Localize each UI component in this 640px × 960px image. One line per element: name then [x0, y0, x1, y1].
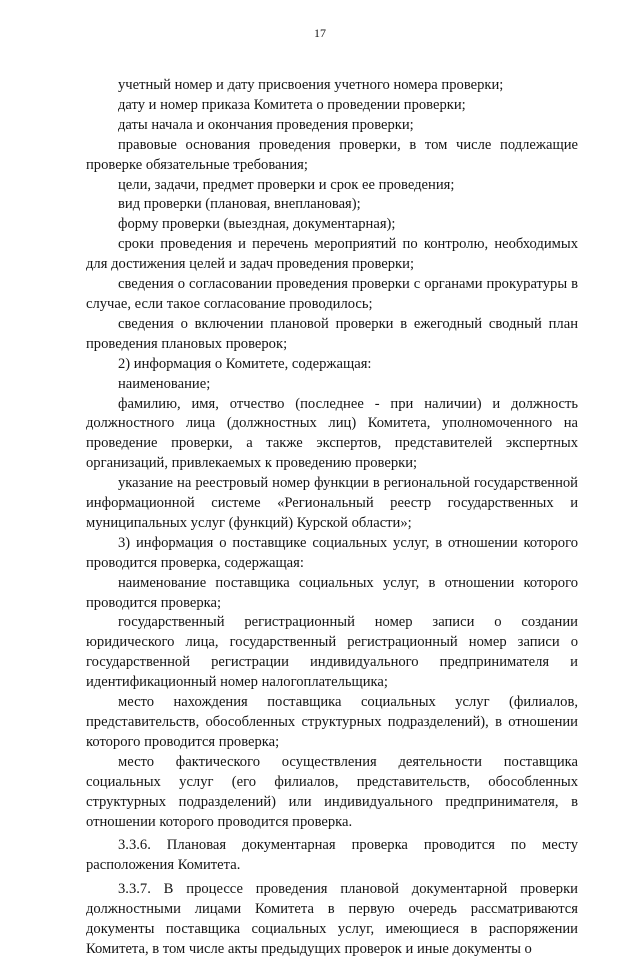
paragraph: учетный номер и дату присвоения учетного номера проверки;: [118, 77, 504, 93]
paragraph: сведения о включении плановой проверки в ежегодный сводный план проведения плановых проверок;: [86, 315, 578, 352]
paragraph: 3.3.7. В процессе проведения плановой документарной проверки должностными лицами Комитета в первую очередь рассматриваются документы поставщика социальных услуг, имеющиеся в распоряжении Комитета, в том числе акты предыдущих проверок и иные документы о: [86, 881, 578, 957]
paragraph: место нахождения поставщика социальных услуг (филиалов, представительств, обособленных структурных подразделений), в отношении которого проводится проверка;: [86, 694, 578, 750]
paragraph: вид проверки (плановая, внеплановая);: [118, 196, 361, 213]
page-number: 17: [314, 26, 326, 40]
paragraph: место фактического осуществления деятельности поставщика социальных услуг (его филиалов, представительств, обособленных структурных подразделений) или индивидуального предпринимателя, в отношении которого проводится проверка.: [86, 753, 578, 830]
paragraph: форму проверки (выездная, документарная);: [118, 216, 396, 233]
paragraph: цели, задачи, предмет проверки и срок ее проведения;: [118, 176, 455, 193]
paragraph: наименование поставщика социальных услуг, в отношении которого проводится проверка;: [86, 574, 578, 611]
paragraph: указание на реестровый номер функции в региональной государственной информационной системе «Региональный реестр государственных и муниципальных услуг (функций) Курской области»;: [86, 475, 578, 531]
paragraph: 2) информация о Комитете, содержащая:: [118, 355, 372, 372]
paragraph: 3.3.6. Плановая документарная проверка проводится по месту расположения Комитета.: [86, 837, 578, 874]
paragraph: дату и номер приказа Комитета о проведении проверки;: [118, 96, 466, 113]
paragraph: сведения о согласовании проведения проверки с органами прокуратуры в случае, если такое согласование проводилось;: [86, 276, 578, 312]
paragraph: сроки проведения и перечень мероприятий по контролю, необходимых для достижения целей и задач проведения проверки;: [86, 236, 578, 273]
paragraph: даты начала и окончания проведения проверки;: [118, 116, 414, 133]
paragraph: фамилию, имя, отчество (последнее - при наличии) и должность должностного лица (должностных лиц) Комитета, уполномоченного на проведение проверки, а также экспертов, представителей экспертных организаций, привлекаемых к проведению проверки;: [86, 395, 578, 472]
paragraph: 3) информация о поставщике социальных услуг, в отношении которого проводится проверка, содержащая:: [86, 534, 578, 571]
paragraph: наименование;: [118, 375, 211, 392]
paragraph: правовые основания проведения проверки, в том числе подлежащие проверке обязательные требования;: [86, 136, 578, 173]
document-body: [86, 76, 578, 960]
paragraph: государственный регистрационный номер записи о создании юридического лица, государственный регистрационный номер записи о государственной регистрации индивидуального предпринимателя и идентификационный номер налогоплательщика;: [86, 614, 578, 691]
